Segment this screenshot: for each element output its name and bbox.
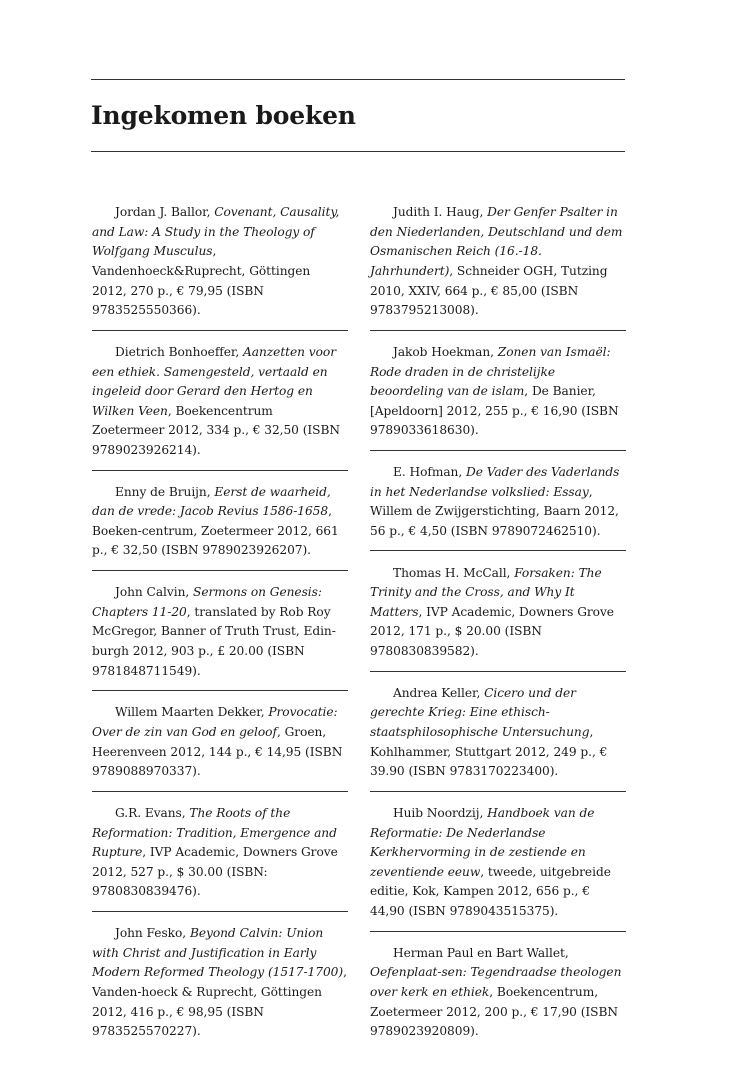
entry-author: Andrea Keller,	[393, 685, 485, 700]
entry-details: , IVP Academic, Downers Grove 2012, 171 p., $ 20.00 (ISBN 9780830839582).	[370, 604, 614, 659]
entry-author: Willem Maarten Dekker,	[115, 705, 269, 720]
book-entry	[92, 703, 348, 791]
entry-details: , Schneider OGH, Tutzing 2010, XXIV, 664 p., € 85,00 (ISBN 9783795213008).	[370, 263, 608, 318]
entry-details: , Kohlhammer, Stuttgart 2012, 249 p., € 39.90 (ISBN 9783170223400).	[370, 725, 608, 779]
entry-title: Covenant, Causality, and Law: A Study in the Theology of Wolfgang Musculus	[92, 205, 340, 259]
entry-title: De Vader des Vaderlands in het Nederlandse volkslied: Essay	[370, 465, 620, 499]
entry-title: Beyond Calvin: Union with Christ and Justification in Early Modern Reformed Theology (1517-1700)	[92, 926, 344, 980]
entry-author: Enny de Bruijn,	[115, 484, 215, 499]
entry-author: John Fesko,	[115, 926, 190, 941]
book-entry	[92, 343, 348, 471]
entry-title: Provocatie: Over de zin van God en geloof	[92, 705, 338, 739]
book-entry	[370, 343, 626, 451]
book-entry	[92, 924, 348, 1051]
entry-title: Handboek van de Reformatie: De Nederlandse Kerkhervorming in de zestiende en zeventiende eeuw	[370, 805, 595, 879]
entry-details: , Willem de Zwijgerstichting, Baarn 2012, 56 p., € 4,50 (ISBN 9789072462510).	[370, 484, 619, 538]
entry-author: Herman Paul en Bart Wallet,	[393, 945, 569, 960]
entry-details: , Groen, Heerenveen 2012, 144 p., € 14,95 (ISBN 9789088970337).	[92, 725, 343, 779]
entry-details: , De Banier, [Apeldoorn] 2012, 255 p., € 16,90 (ISBN 9789033618630).	[370, 384, 619, 438]
book-entry	[370, 804, 626, 932]
book-entry	[92, 203, 348, 331]
entry-title: Oefenplaat-sen: Tegendraadse theologen over kerk en ethiek	[370, 965, 622, 999]
book-entry	[370, 944, 626, 1051]
entry-author: E. Hofman,	[393, 465, 466, 480]
entry-title: Forsaken: The Trinity and the Cross, and Why It Matters	[370, 565, 602, 619]
book-entry	[92, 583, 348, 691]
entry-author: G.R. Evans,	[115, 805, 190, 820]
entry-author: Judith I. Haug,	[393, 205, 488, 220]
book-entry	[370, 203, 626, 331]
left-column	[92, 191, 348, 1061]
entry-details: , IVP Academic, Downers Grove 2012, 527 p., $ 30.00 (ISBN: 9780830839476).	[92, 845, 338, 899]
entry-details: , Vandenhoeck&Ruprecht, Göttingen 2012, 270 p., € 79,95 (ISBN 9783525550366).	[92, 244, 311, 318]
book-entry	[370, 684, 626, 792]
right-column	[370, 191, 626, 1061]
book-entry	[92, 483, 348, 571]
top-rule	[91, 79, 625, 80]
entry-title: The Roots of the Reformation: Tradition, Emergence and Rupture	[92, 805, 337, 860]
entry-title: Der Genfer Psalter in den Niederlanden, Deutschland und dem Osmanischen Reich (16.-18. Jahrhundert)	[370, 205, 623, 278]
book-entry	[370, 463, 626, 551]
entry-details: , tweede, uitgebreide editie, Kok, Kampen 2012, 656 p., € 44,90 (ISBN 9789043515375).	[370, 864, 611, 918]
entry-title: Aanzetten voor een ethiek. Samengesteld, vertaald en ingeleid door Gerard den Hertog en Wilken Veen	[92, 344, 336, 418]
entry-author: John Calvin,	[115, 585, 194, 600]
title-rule	[91, 151, 625, 152]
entry-details: , Boeken-centrum, Zoetermeer 2012, 661 p., € 32,50 (ISBN 9789023926207).	[92, 504, 339, 558]
entry-author: Jakob Hoekman,	[393, 344, 498, 359]
entry-details: , Boekencentrum Zoetermeer 2012, 334 p., € 32,50 (ISBN 9789023926214).	[92, 403, 340, 457]
entry-title: Cicero und der gerechte Krieg: Eine ethisch-staatsphilosophische Untersuchung	[370, 685, 590, 739]
entry-details: , Boekencentrum, Zoetermeer 2012, 200 p., € 17,90 (ISBN 9789023920809).	[370, 984, 618, 1039]
entry-author: Thomas H. McCall,	[393, 565, 515, 580]
entry-title: Zonen van Ismaël: Rode draden in de christelijke beoordeling van de islam	[370, 344, 611, 399]
entry-author: Dietrich Bonhoeffer,	[115, 344, 244, 359]
entry-title: Sermons on Genesis: Chapters 11-20	[92, 585, 322, 619]
entry-author: Huib Noordzij,	[393, 805, 488, 820]
page-title: Ingekomen boeken	[91, 101, 356, 130]
entry-details: , Vanden-hoeck & Ruprecht, Göttingen 2012, 416 p., € 98,95 (ISBN 9783525570227).	[92, 965, 347, 1039]
book-entry	[370, 564, 626, 672]
entry-title: Eerst de waarheid, dan de vrede: Jacob Revius 1586-1658	[92, 484, 331, 519]
book-entry	[92, 804, 348, 912]
entry-author: Jordan J. Ballor,	[115, 205, 215, 220]
entry-details: , translated by Rob Roy McGregor, Banner of Truth Trust, Edin-burgh 2012, 903 p., £ 20.00 (ISBN 9781848711549).	[92, 604, 336, 678]
